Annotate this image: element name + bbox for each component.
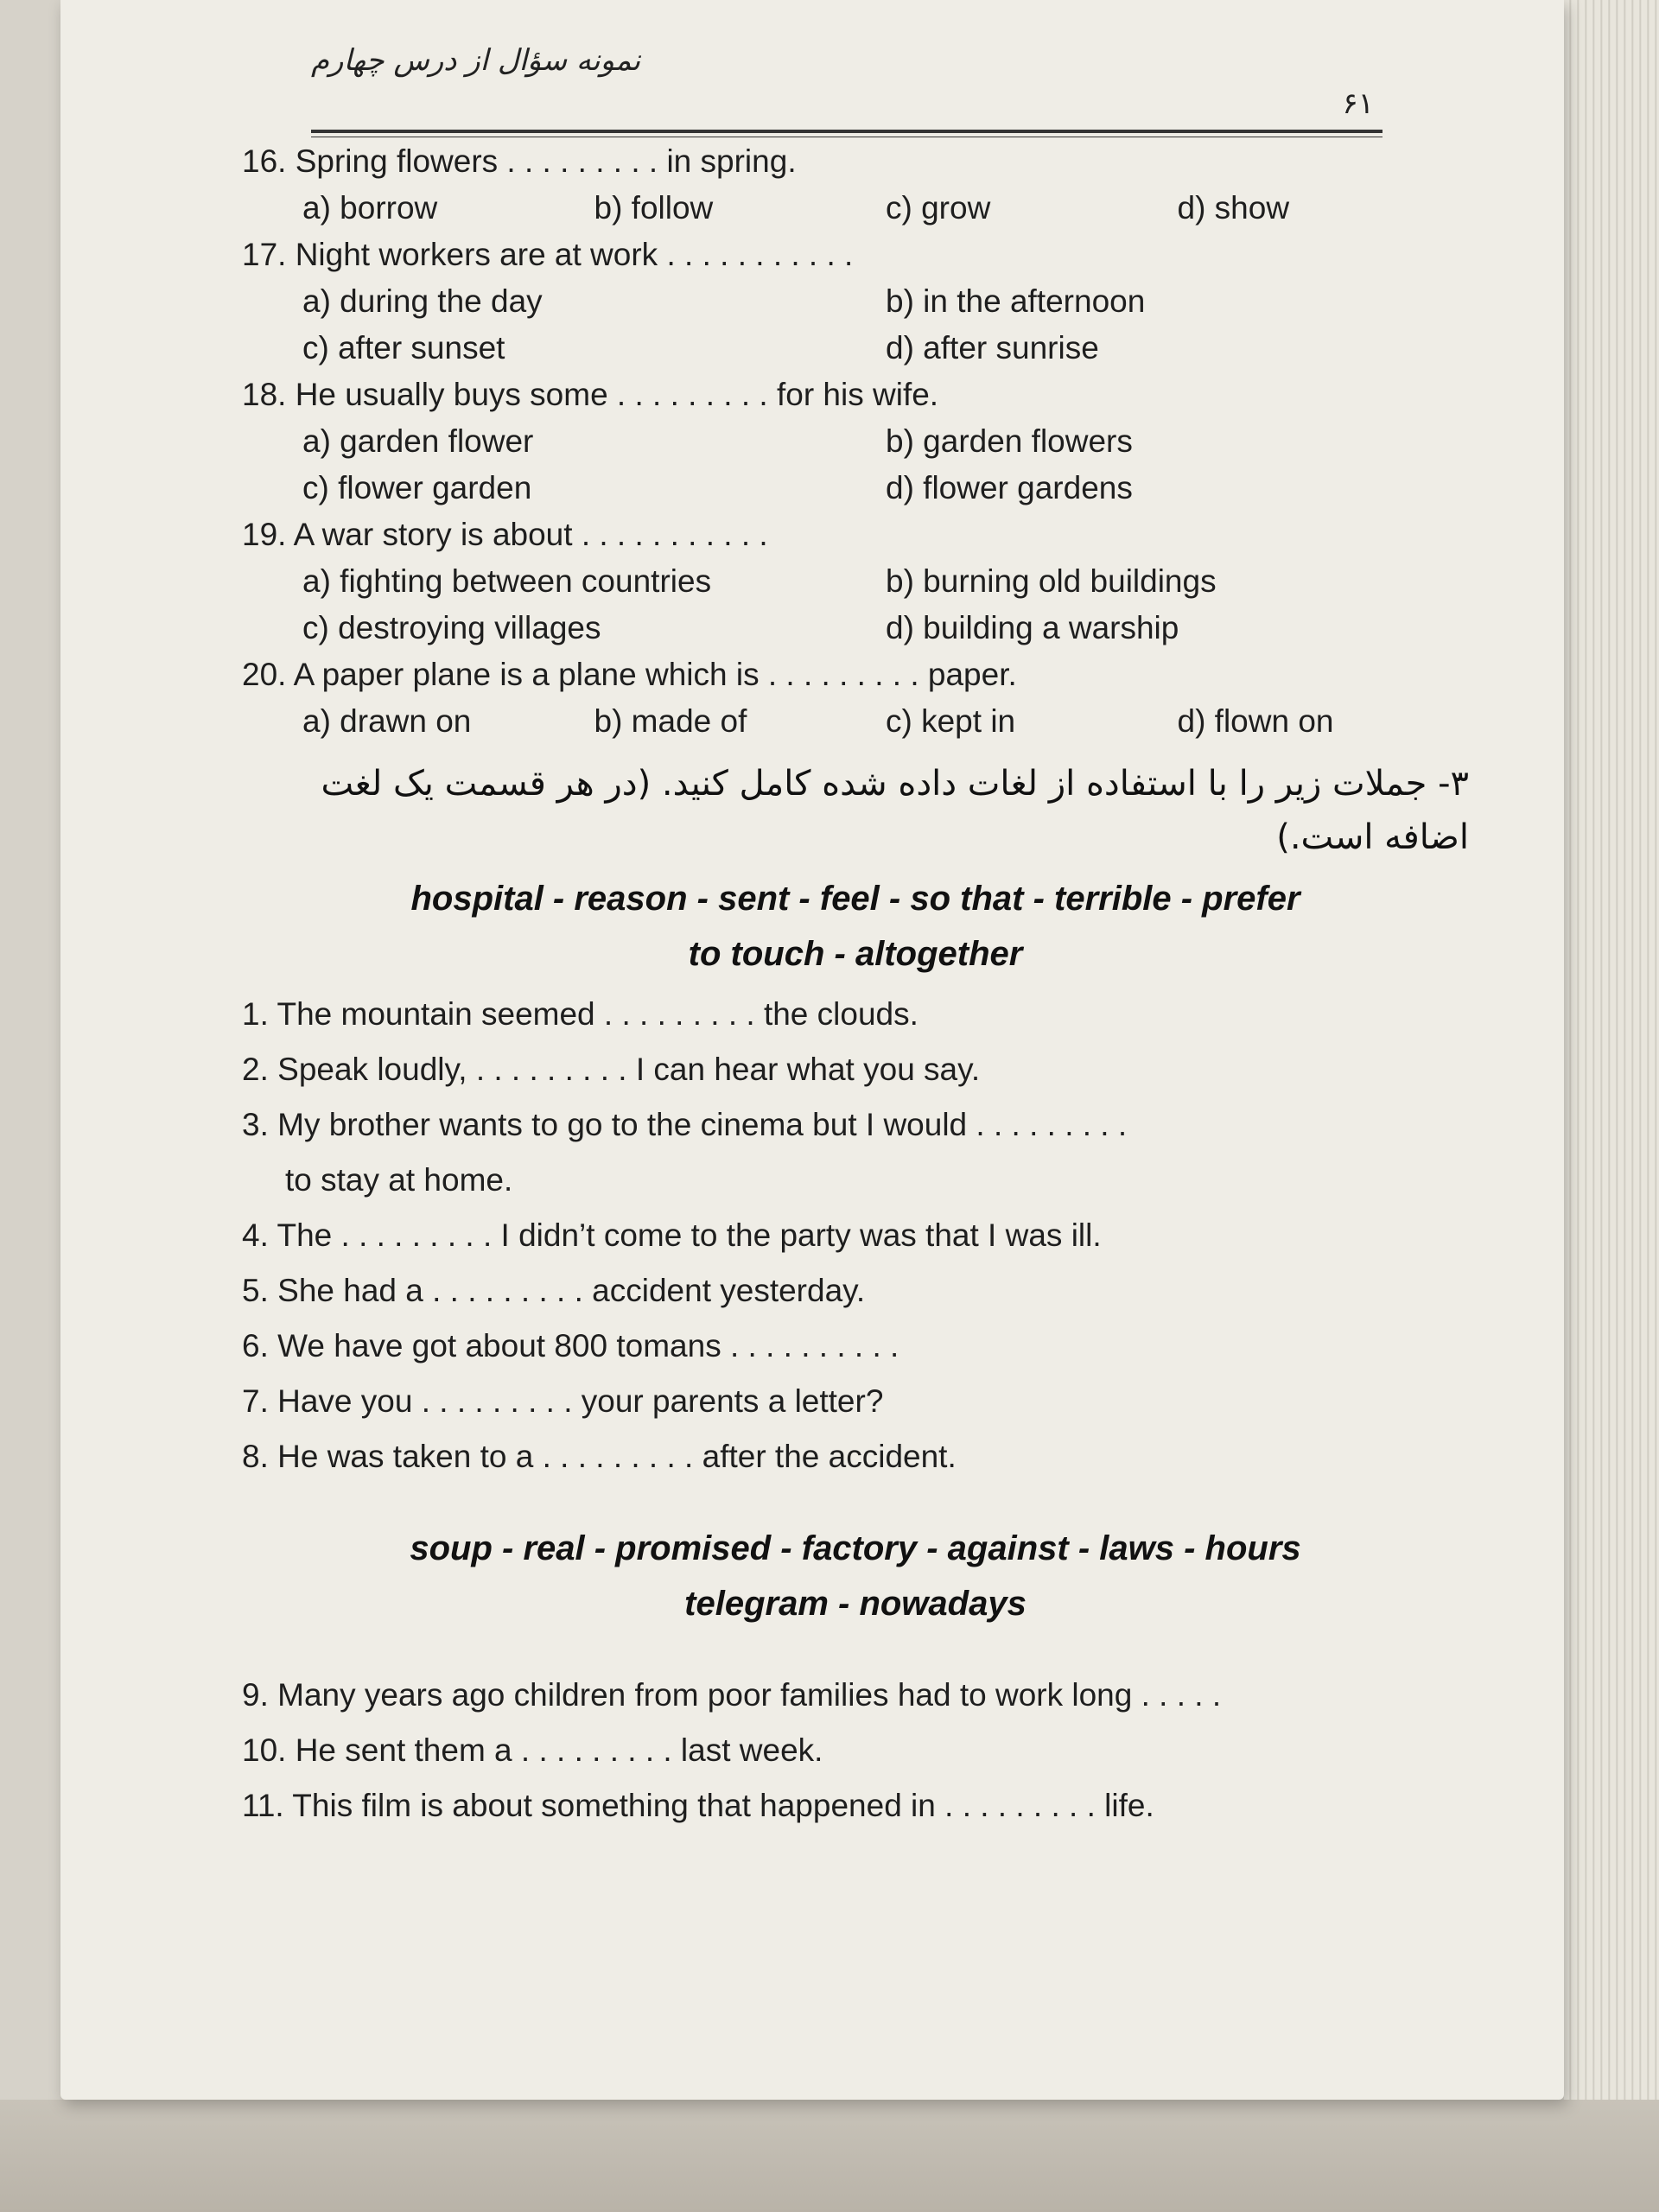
- word-bank-1: [242, 871, 1469, 982]
- option-a: a) borrow: [302, 190, 438, 226]
- fill-item-5: 5. She had a . . . . . . . . . accident yesterday.: [242, 1273, 866, 1308]
- option-a: a) drawn on: [302, 703, 472, 739]
- word-bank-line: to touch - altogether: [688, 935, 1023, 973]
- option-a: a) fighting between countries: [302, 563, 712, 599]
- fill-item-10: 10. He sent them a . . . . . . . . . last week.: [242, 1732, 823, 1768]
- fill-in-list-1: [242, 987, 1469, 1484]
- fill-item-6: 6. We have got about 800 tomans . . . . . . . . . .: [242, 1328, 899, 1363]
- question-stem: 17. Night workers are at work . . . . . . . . . . .: [242, 237, 854, 272]
- word-bank-2: [242, 1521, 1469, 1631]
- option-b: b) in the afternoon: [886, 283, 1146, 319]
- option-d: d) after sunrise: [886, 330, 1099, 365]
- word-bank-line: hospital - reason - sent - feel - so that - terrible - prefer: [410, 880, 1300, 918]
- fill-item-2: 2. Speak loudly, . . . . . . . . . I can hear what you say.: [242, 1052, 981, 1087]
- question-18: [242, 372, 1469, 512]
- fill-item-11: 11. This film is about something that happened in . . . . . . . . . life.: [242, 1788, 1154, 1823]
- question-stem: 19. A war story is about . . . . . . . . . . .: [242, 517, 768, 552]
- table-surface: [0, 2100, 1659, 2212]
- question-stem: 20. A paper plane is a plane which is . . . . . . . . . paper.: [242, 657, 1017, 692]
- option-d: d) flower gardens: [886, 470, 1133, 505]
- option-c: c) destroying villages: [302, 610, 601, 645]
- instruction-line-1: ۳- جملات زیر را با استفاده از لغات داده شده کامل کنید. (در هر قسمت یک لغت: [321, 764, 1469, 804]
- options: [242, 278, 1469, 372]
- option-c: c) after sunset: [302, 330, 505, 365]
- option-b: b) follow: [594, 190, 714, 226]
- option-b: b) burning old buildings: [886, 563, 1217, 599]
- option-a: a) during the day: [302, 283, 543, 319]
- question-stem: 16. Spring flowers . . . . . . . . . in spring.: [242, 143, 797, 179]
- option-c: c) grow: [886, 190, 991, 226]
- page-stack-edges: [1564, 0, 1659, 2212]
- section-3-instruction: [242, 757, 1469, 864]
- question-19: [242, 512, 1469, 652]
- question-16: [242, 138, 1469, 232]
- option-d: d) building a warship: [886, 610, 1179, 645]
- fill-item-8: 8. He was taken to a . . . . . . . . . after the accident.: [242, 1439, 957, 1474]
- word-bank-line: soup - real - promised - factory - against - laws - hours: [410, 1529, 1301, 1567]
- question-17: [242, 232, 1469, 372]
- options: [242, 418, 1469, 512]
- option-b: b) garden flowers: [886, 423, 1133, 459]
- question-stem: 18. He usually buys some . . . . . . . . . for his wife.: [242, 377, 939, 412]
- fill-item-3-continued: to stay at home.: [285, 1162, 513, 1198]
- option-d: d) flown on: [1177, 703, 1334, 739]
- fill-item-3: 3. My brother wants to go to the cinema but I would . . . . . . . . .: [242, 1107, 1128, 1142]
- option-c: c) kept in: [886, 703, 1016, 739]
- option-b: b) made of: [594, 703, 747, 739]
- fill-item-7: 7. Have you . . . . . . . . . your parents a letter?: [242, 1383, 884, 1419]
- option-c: c) flower garden: [302, 470, 532, 505]
- page-number: ۶۱: [1342, 86, 1374, 121]
- fill-in-list-2: [242, 1668, 1469, 1834]
- question-20: [242, 652, 1469, 745]
- fill-item-4: 4. The . . . . . . . . . I didn’t come to the party was that I was ill.: [242, 1217, 1102, 1253]
- options: [242, 185, 1469, 232]
- page-content: [242, 138, 1469, 1834]
- fill-item-9: 9. Many years ago children from poor families had to work long . . . . .: [242, 1677, 1222, 1713]
- header-title: نمونه سؤال از درس چهارم: [311, 43, 641, 78]
- page-header: [311, 43, 1382, 138]
- options: [242, 698, 1469, 745]
- instruction-line-2: اضافه است.): [1276, 817, 1469, 857]
- option-a: a) garden flower: [302, 423, 534, 459]
- option-d: d) show: [1177, 190, 1290, 226]
- options: [242, 558, 1469, 652]
- header-rule: [311, 130, 1382, 137]
- word-bank-line: telegram - nowadays: [684, 1585, 1027, 1623]
- fill-item-1: 1. The mountain seemed . . . . . . . . . the clouds.: [242, 996, 918, 1032]
